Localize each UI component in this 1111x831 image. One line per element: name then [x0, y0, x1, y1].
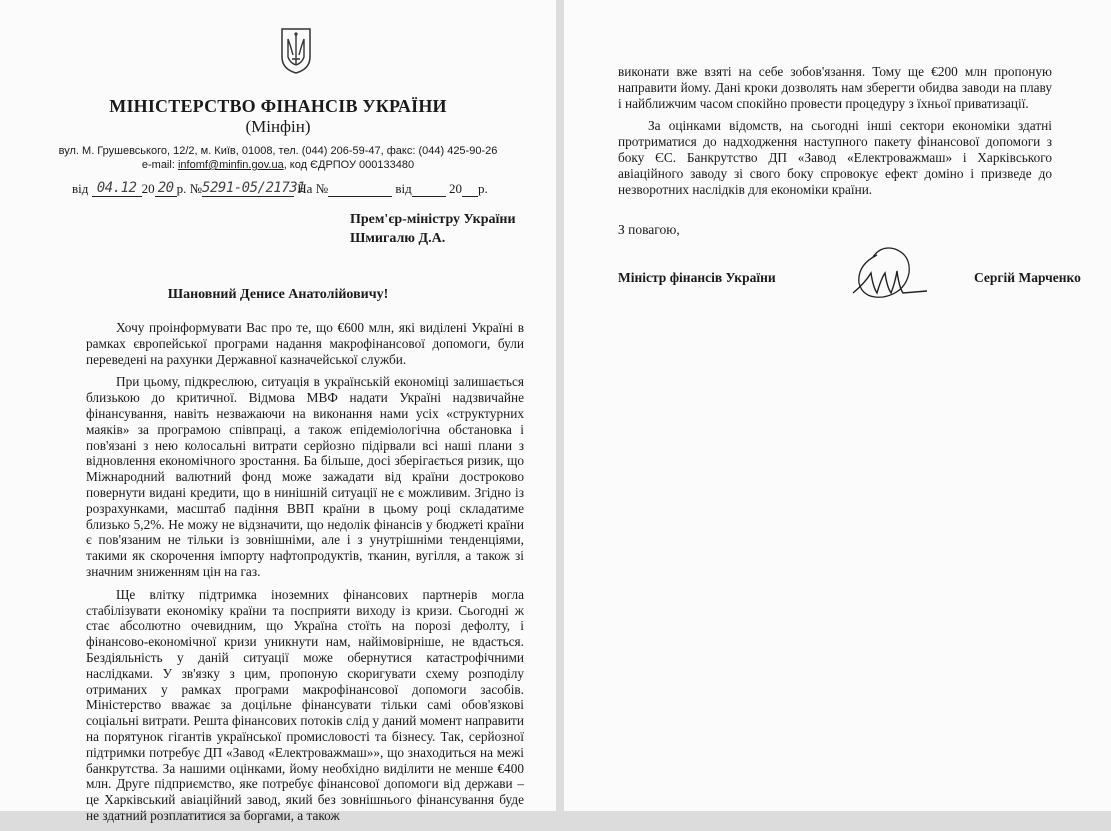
salutation: Шановний Денисе Анатолійовичу! [167, 287, 389, 302]
paragraph-4: За оцінками відомств, на сьогодні інші сектори економіки здатні протриматися до надходження наступного пакету фінансової допомоги з боку ЄС. Банкрутство ДП «Завод «Електроважмаш» і Харківського авіаційного заводу зі свого боку спровокує ефект доміно і призведе до незворотних наслідків для економіки країни. [618, 118, 1052, 197]
handwritten-signature [847, 243, 929, 305]
ministry-short-name: (Мінфін) [245, 117, 311, 136]
addressee-name: Шмигалю Д.А. [350, 231, 446, 246]
address-line: вул. М. Грушевського, 12/2, м. Київ, 01008, тел. (044) 206-59-47, факс: (044) 425-90-26 [58, 145, 498, 157]
paragraph-2: При цьому, підкреслюю, ситуація в українській економіці залишається близькою до критичної. Відмова МВФ надати Україні надзвичайне фінансування, навіть незважаючи на виконання нами усіх «структурних маяків» за програмою співпраці, а також епідеміологічна обстановка і пов'язані з нею колосальні витрати серйозно підірвали всі наші плани з відновлення економічного зростання. Ба більше, досі зберігається ризик, що Міжнародний валютний фонд може зажадати від країни достроково повернути видані кредити, що в нинішній ситуації не є можливим. Згідно із розрахунками, масштаб падіння ВВП країни в цьому році складатиме близько 5,2%. Не можу не відзначити, що недолік фінансів у бюджеті країни є пов'язаним не тільки із зовнішніми, але і з унутрішніми тенденціями, такими як скорочення імпорту нафтопродуктів, тканин, вугілля, а також зі значним зниженням цін на газ. [86, 374, 524, 579]
email-link[interactable]: infomf@minfin.gov.ua [177, 159, 284, 171]
ministry-name: МІНІСТЕРСТВО ФІНАНСІВ УКРАЇНИ [109, 96, 447, 116]
reg-number-label: № [189, 181, 203, 196]
email-line [0, 158, 556, 172]
paragraph-3: Ще влітку підтримка іноземних фінансових партнерів могла стабілізувати економіку країни та посприяти виходу із кризи. Сьогодні ж стає абсолютно очевидним, що Україна стоїть на порозі дефолту, і фінансово-економічної кризи уникнути нам, найімовірніше, не вдасться. Бездіяльність у даній ситуації може обернутися катастрофічними наслідками. У зв'язку з цим, пропоную скоригувати схему розподілу отриманих у рамках програми макрофінансової допомоги засобів. Міністерство вважає за доцільне фінансувати тільки самі обов'язкові соціальні витрати. Решта фінансових потоків слід у даний момент направити на порятунок гігантів української промисловості та бізнесу. Так, серйозної підтримки потребує ДП «Завод «Електроважмаш»», що знаходиться на межі банкрутства. За нашими оцінками, йому необхідно виділити не менше €400 млн. Друге підприємство, яке потребує фінансової допомоги від держави – це Харківський авіаційний завод, який без зовнішнього фінансування буде не здатний розплатитися за боргами, а також [86, 586, 524, 823]
trident-emblem-icon [279, 27, 313, 75]
closing: З повагою, [618, 222, 680, 237]
reg-year: 20 [157, 180, 174, 196]
letter-body-page-1 [86, 320, 524, 831]
reply-year-prefix: 20 [448, 181, 462, 196]
reply-to-label: На № [297, 181, 329, 196]
paragraph-1: Хочу проінформувати Вас про те, що €600 млн, які виділені Україні в рамках європейської програми надання макрофінансової допомоги, були переведені на рахунки Державної казначейської служби. [86, 320, 524, 367]
reg-year-suffix: р. [176, 181, 187, 196]
registration-line [72, 180, 488, 197]
letter-page-2 [564, 0, 1111, 811]
addressee-block [350, 210, 516, 248]
signatory-title: Міністр фінансів України [618, 270, 776, 285]
reg-year-prefix: 20 [141, 181, 155, 196]
paragraph-3-continued: виконати вже взяті на себе зобов'язання. Тому ще €200 млн пропоную направити йому. Дані кроки дозволять нам зберегти обидва заводи на плаву і найближчим часом спокійно провести процедуру з їхньої приватизації. [618, 64, 1052, 111]
reply-year-suffix: р. [477, 181, 488, 196]
letter-page-1 [0, 0, 556, 823]
reg-from-label: від [72, 181, 89, 196]
reg-number: 5291-05/21731 [202, 180, 306, 196]
signatory-name: Сергій Марченко [974, 270, 1081, 285]
contacts-block [0, 144, 556, 172]
reply-from-label: від [395, 181, 412, 196]
email-label: e-mail: [141, 159, 175, 171]
addressee-position: Прем'єр-міністру України [350, 212, 516, 227]
letter-body-page-2 [618, 64, 1052, 204]
edrpou-code: , код ЄДРПОУ 000133480 [283, 159, 415, 171]
reg-date: 04.12 [96, 180, 137, 196]
